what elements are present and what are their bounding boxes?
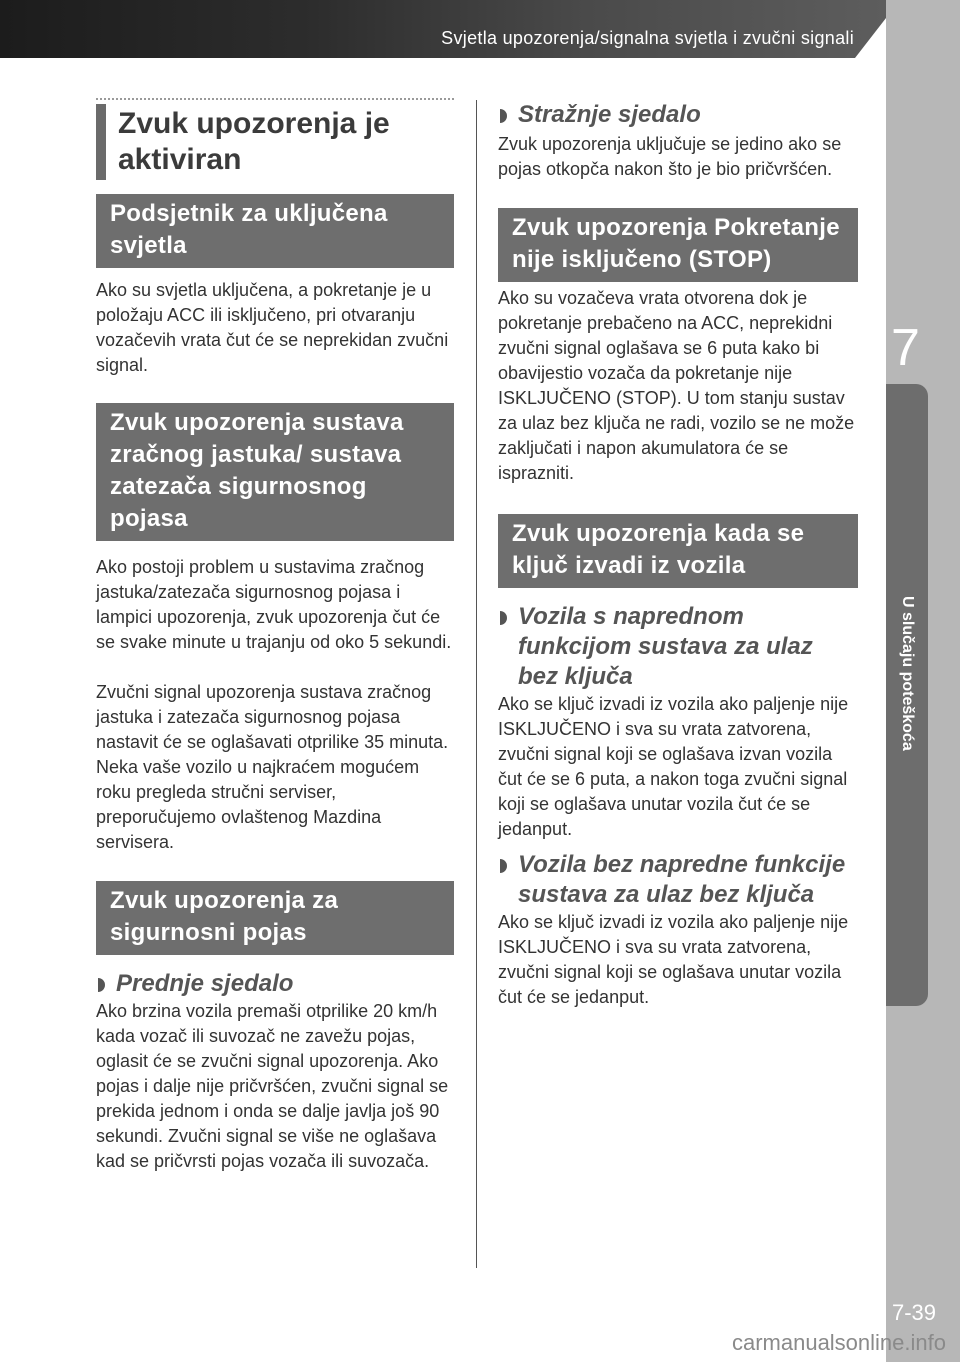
subheading-no-advanced-keyless: Vozila bez napredne funkcije sustava za ulaz bez ključa — [498, 850, 858, 910]
paragraph: Ako se ključ izvadi iz vozila ako paljenje nije ISKLJUČENO i sva su vrata zatvorena, zvučni signal koji se oglašava unutar vozila čut će se jedanput. — [498, 912, 849, 1007]
main-heading-line2: aktiviran — [118, 143, 242, 176]
chapter-label: U slučaju poteškoća — [899, 596, 916, 751]
subheading-rear-seat: Stražnje sjedalo — [498, 100, 858, 130]
section-heading-key-removed-warning: Zvuk upozorenja kada se ključ izvadi iz vozila — [498, 514, 858, 588]
paragraph: Ako se ključ izvadi iz vozila ako paljenje nije ISKLJUČENO i sva su vrata zatvorena, zvučni signal koji se oglašava izvan vozila čut će se 6 puta, a nakon toga zvučni signal koji se oglašava unutar vozila čut će se jedanput. — [498, 694, 849, 839]
chapter-label-container — [887, 596, 927, 786]
chapter-number: 7 — [891, 319, 920, 377]
page-number: 7-39 — [892, 1300, 937, 1325]
right-column — [498, 100, 858, 1010]
paragraph: Ako su vozačeva vrata otvorena dok je pokretanje prebačeno na ACC, neprekidni zvučni signal oglašava se 6 puta kako bi obavijestio vozača da pokretanje nije ISKLJUČENO (STOP). U tom stanju sustav za ulaz bez ključa ne radi, vozilo se ne može zaključati i napon akumulatora će se isprazniti. — [498, 288, 855, 483]
subheading-advanced-keyless: Vozila s naprednom funkcijom sustava za ulaz bez ključa — [498, 602, 858, 692]
paragraph: Ako brzina vozila premaši otprilike 20 km/h kada vozač ili suvozač ne zavežu pojas, oglasit će se zvučni signal upozorenja. Ako pojas i dalje nije pričvršćen, zvučni signal se prekida jednom i onda se dalje javlja još 90 sekundi. Zvučni signal se više ne oglašava kad se pričvrsti pojas vozača ili suvozača. — [96, 1001, 449, 1171]
subheading-front-seat: Prednje sjedalo — [96, 969, 454, 999]
paragraph: Ako postoji problem u sustavima zračnog jastuka/zatezača sigurnosnog pojasa i lampici upozorenja, zvuk upozorenja čut će se svake minute u trajanju od oko 5 sekundi. — [96, 557, 452, 652]
section-heading-seatbelt-warning: Zvuk upozorenja za sigurnosni pojas — [96, 881, 454, 955]
main-heading-line1: Zvuk upozorenja je — [118, 107, 390, 140]
watermark: carmanualsonline.info — [731, 1330, 946, 1355]
section-heading-ignition-warning: Zvuk upozorenja Pokretanje nije isključeno (STOP) — [498, 208, 858, 282]
column-divider — [476, 100, 477, 1268]
paragraph: Ako su svjetla uključena, a pokretanje je u položaju ACC ili isključeno, pri otvaranju vozačevih vrata čut će se neprekidan zvučni signal. — [96, 280, 449, 375]
section-heading-airbag-warning: Zvuk upozorenja sustava zračnog jastuka/ sustava zatezača sigurnosnog pojasa — [96, 403, 454, 541]
paragraph: Zvučni signal upozorenja sustava zračnog jastuka i zatezača sigurnosnog pojasa nastavit će se oglašavati otprilike 35 minuta. Neka vaše vozilo u najkraćem mogućem roku pregleda stručni serviser, preporučujemo ovlaštenog Mazdina servisera. — [96, 682, 449, 852]
section-heading-lights-reminder: Podsjetnik za uključena svjetla — [96, 194, 454, 268]
left-column — [96, 98, 454, 1174]
running-header: Svjetla upozorenja/signalna svjetla i zvučni signali — [441, 28, 854, 48]
main-heading — [96, 98, 454, 180]
paragraph: Zvuk upozorenja uključuje se jedino ako se pojas otkopča nakon što je bio pričvršćen. — [498, 134, 842, 179]
